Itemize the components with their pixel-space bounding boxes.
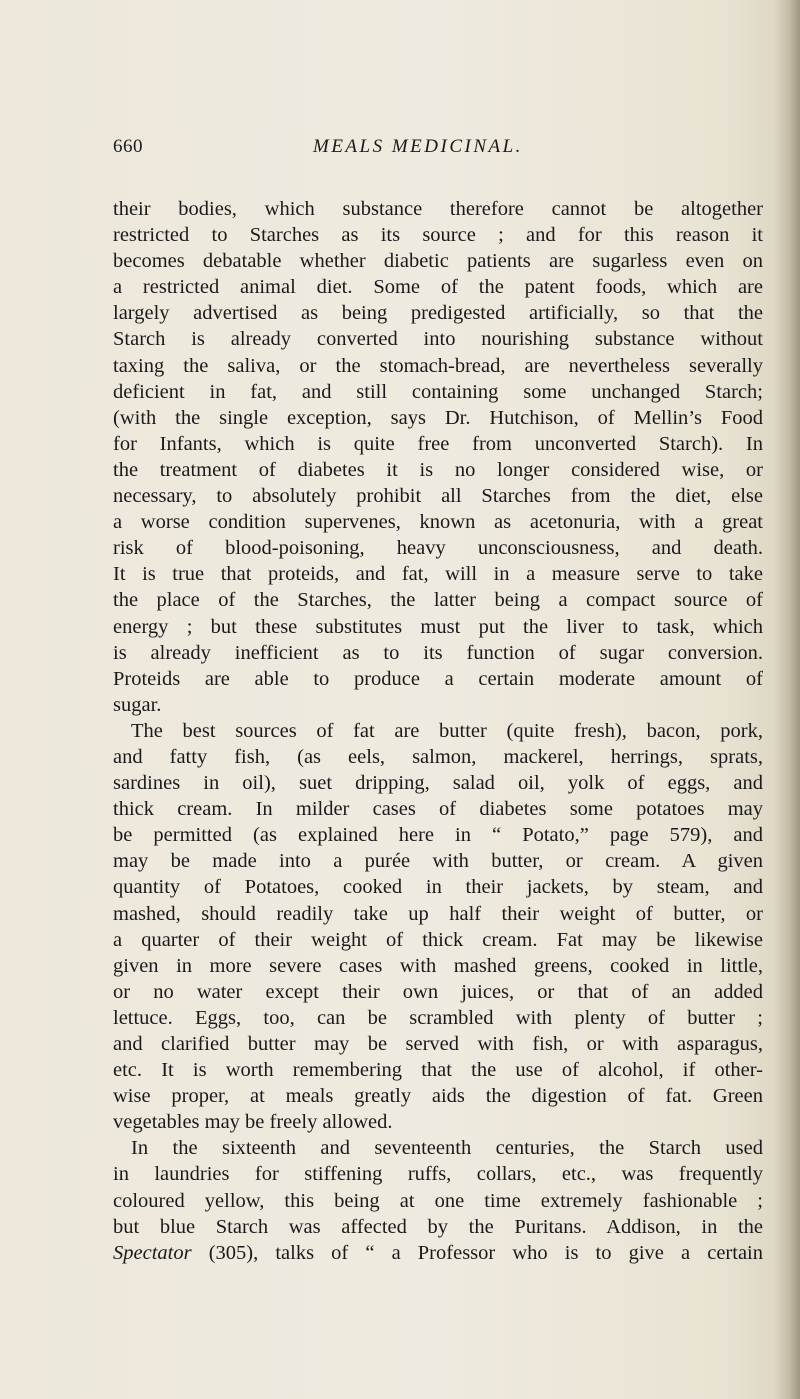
text-line: a restricted animal diet. Some of the patent foods, which are [113, 276, 763, 299]
text-line: thick cream. In milder cases of diabetes some potatoes may [113, 798, 763, 821]
text-line-final [113, 1240, 763, 1266]
text-line: for Infants, which is quite free from unconverted Starch). In [113, 432, 763, 455]
paragraph-1 [113, 196, 763, 718]
text-fragment: (305), talks of “ a Professor who is to give a certain [191, 1241, 763, 1264]
text-line: necessary, to absolutely prohibit all Starches from the diet, else [113, 485, 763, 508]
text-line: restricted to Starches as its source ; and for this reason it [113, 224, 763, 247]
text-line: a worse condition supervenes, known as acetonuria, with a great [113, 511, 763, 534]
running-head: MEALS MEDICINAL. [313, 136, 523, 157]
text-line: quantity of Potatoes, cooked in their jackets, by steam, and [113, 876, 763, 899]
text-line: their bodies, which substance therefore cannot be altogether [113, 198, 763, 220]
text-line: It is true that proteids, and fat, will in a measure serve to take [113, 563, 763, 586]
text-line: (with the single exception, says Dr. Hutchison, of Mellin’s Food [113, 406, 763, 429]
paragraph-3 [113, 1135, 763, 1265]
text-line: Proteids are able to produce a certain moderate amount of [113, 667, 763, 690]
text-line: largely advertised as being predigested artificially, so that the [113, 302, 763, 325]
paragraph-2 [113, 718, 763, 1136]
text-line: and fatty fish, (as eels, salmon, mackerel, herrings, sprats, [113, 745, 763, 768]
text-line: the place of the Starches, the latter being a compact source of [113, 589, 763, 612]
text-line: given in more severe cases with mashed greens, cooked in little, [113, 954, 763, 977]
text-line: deficient in fat, and still containing some unchanged Starch; [113, 380, 763, 403]
text-line: may be made into a purée with butter, or cream. A given [113, 850, 763, 873]
text-line: sardines in oil), suet dripping, salad oil, yolk of eggs, and [113, 772, 763, 795]
text-line: is already inefficient as to its function of sugar conversion. [113, 641, 763, 664]
text-line: wise proper, at meals greatly aids the digestion of fat. Green [113, 1085, 763, 1108]
text-line: energy ; but these substitutes must put the liver to task, which [113, 615, 763, 638]
text-line: sugar. [113, 693, 162, 716]
text-line: a quarter of their weight of thick cream. Fat may be likewise [113, 928, 763, 951]
text-line: Starch is already converted into nourishing substance without [113, 328, 763, 351]
text-line: mashed, should readily take up half their weight of butter, or [113, 902, 763, 925]
text-line: In the sixteenth and seventeenth centuries, the Starch used [131, 1137, 763, 1160]
text-line: be permitted (as explained here in “ Potato,” page 579), and [113, 824, 763, 847]
text-line: risk of blood-poisoning, heavy unconsciousness, and death. [113, 537, 763, 560]
text-line: and clarified butter may be served with fish, or with asparagus, [113, 1033, 763, 1055]
page-number: 660 [113, 136, 143, 157]
text-line: etc. It is worth remembering that the use of alcohol, if other- [113, 1059, 763, 1082]
page-header [113, 136, 763, 160]
text-line: the treatment of diabetes it is no longer considered wise, or [113, 458, 763, 481]
text-line: lettuce. Eggs, too, can be scrambled with plenty of butter ; [113, 1006, 763, 1029]
text-line: vegetables may be freely allowed. [113, 1111, 393, 1134]
body-text [113, 196, 763, 1266]
italic-title: Spectator [113, 1241, 192, 1264]
text-line: The best sources of fat are butter (quite fresh), bacon, pork, [131, 719, 763, 742]
page-edge-shadow [774, 0, 800, 1399]
text-line: or no water except their own juices, or that of an added [113, 980, 763, 1003]
text-line: coloured yellow, this being at one time extremely fashionable ; [113, 1189, 763, 1212]
text-line: in laundries for stiffening ruffs, collars, etc., was frequently [113, 1163, 763, 1186]
text-line: taxing the saliva, or the stomach-bread, are nevertheless severally [113, 354, 763, 377]
text-line: becomes debatable whether diabetic patients are sugarless even on [113, 250, 763, 273]
text-line: but blue Starch was affected by the Puritans. Addison, in the [113, 1215, 763, 1238]
